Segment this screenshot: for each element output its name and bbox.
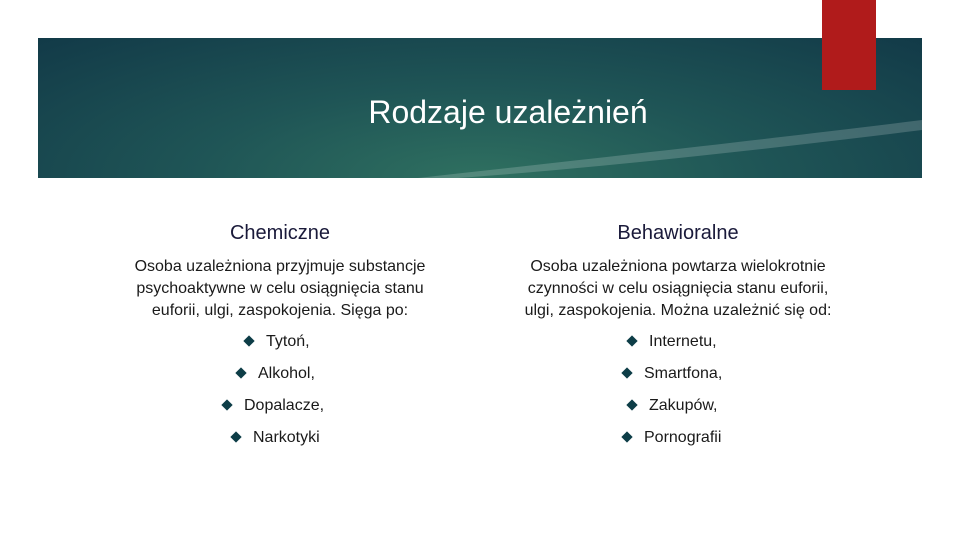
list-item	[623, 428, 721, 448]
list-item-label: Internetu,	[649, 333, 717, 350]
list-item-label: Alkohol,	[258, 365, 315, 382]
list-item	[245, 332, 310, 352]
left-column-heading: Chemiczne	[229, 222, 331, 244]
list-item	[237, 364, 315, 384]
diamond-bullet-icon	[230, 431, 241, 442]
list-item-label: Tytoń,	[266, 333, 310, 350]
diamond-bullet-icon	[621, 367, 632, 378]
diamond-bullet-icon	[235, 367, 246, 378]
left-desc-line: euforii, ulgi, zaspokojenia. Sięga po:	[151, 302, 409, 319]
list-item-label: Dopalacze,	[244, 397, 325, 414]
left-desc-line: Osoba uzależniona przyjmuje substancje	[134, 258, 426, 275]
list-item	[623, 364, 722, 384]
red-accent-bar	[822, 0, 876, 90]
list-item-label: Zakupów,	[649, 397, 718, 414]
left-desc-line: psychoaktywne w celu osiągnięcia stanu	[136, 280, 424, 297]
right-column-heading: Behawioralne	[617, 222, 739, 244]
list-item	[628, 396, 717, 416]
diamond-bullet-icon	[621, 431, 632, 442]
title-banner	[38, 38, 922, 178]
list-item	[628, 332, 717, 352]
list-item-label: Pornografii	[644, 429, 722, 446]
right-desc-line: Osoba uzależniona powtarza wielokrotnie	[530, 258, 826, 275]
right-column-description	[498, 256, 858, 322]
list-item-label: Smartfona,	[644, 365, 723, 382]
list-item-label: Narkotyki	[253, 429, 320, 446]
list-item	[223, 396, 324, 416]
slide-title: Rodzaje uzależnień	[368, 94, 648, 130]
diamond-bullet-icon	[626, 335, 637, 346]
right-desc-line: czynności w celu osiągnięcia stanu euforii,	[527, 280, 829, 297]
diamond-bullet-icon	[221, 399, 232, 410]
left-column-description	[100, 256, 460, 322]
diamond-bullet-icon	[626, 399, 637, 410]
list-item	[232, 428, 320, 448]
right-desc-line: ulgi, zaspokojenia. Można uzależnić się od:	[524, 302, 832, 319]
diamond-bullet-icon	[243, 335, 254, 346]
